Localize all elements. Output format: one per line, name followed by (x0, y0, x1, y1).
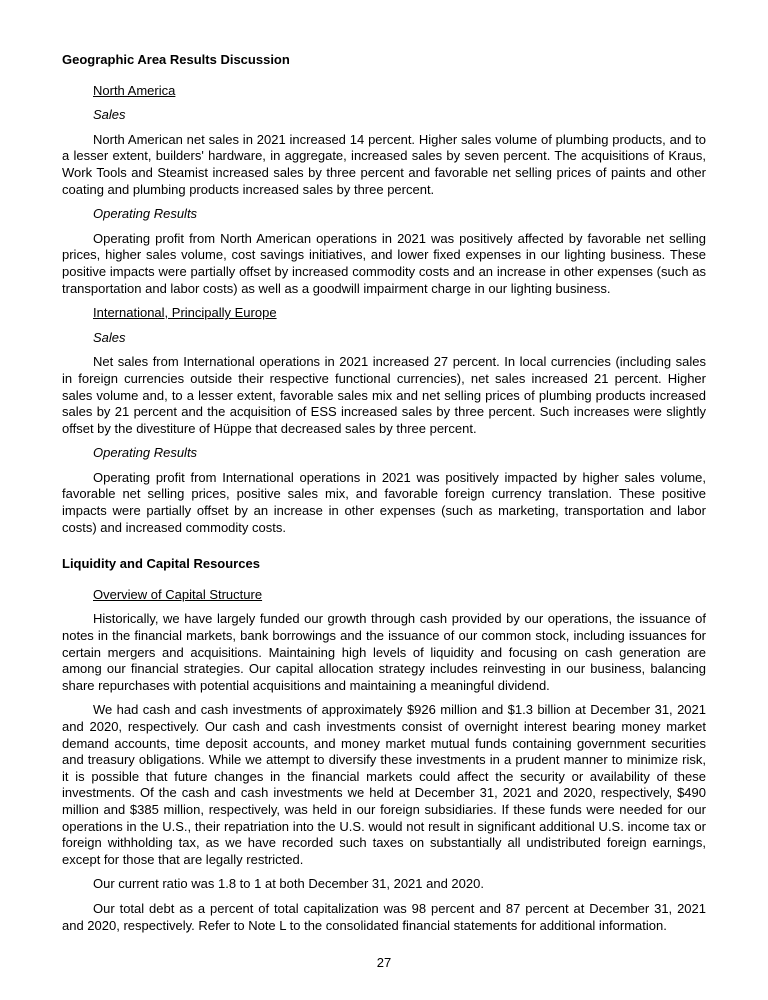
paragraph: Our total debt as a percent of total capitalization was 98 percent and 87 percent at December 31, 2021 and 2020, respectively. Refer to Note L to the consolidated financial statements for additional information. (62, 900, 706, 933)
subheading-capital-structure: Overview of Capital Structure (93, 586, 263, 602)
paragraph: North American net sales in 2021 increased 14 percent. Higher sales volume of plumbing products, and to a lesser extent, builders' hardware, in aggregate, increased sales by seven percent. The acquisitions of Kraus, Work Tools and Steamist increased sales by three percent and favorable net selling prices of paints and other coating and plumbing products increased sales by three percent. (62, 131, 706, 197)
label-operating-results: Operating Results (93, 445, 198, 461)
paragraph: Operating profit from North American operations in 2021 was positively affected by favorable net selling prices, higher sales volume, cost savings initiatives, and lower fixed expenses in our lighting business. These positive impacts were partially offset by increased commodity costs and an increase in other expenses (such as transportation and labor costs) as well as a goodwill impairment charge in our lighting business. (62, 230, 706, 296)
paragraph: Our current ratio was 1.8 to 1 at both December 31, 2021 and 2020. (93, 876, 484, 892)
page-number: 27 (376, 955, 392, 970)
subheading-international: International, Principally Europe (93, 305, 277, 321)
label-sales: Sales (93, 107, 126, 123)
paragraph: We had cash and cash investments of approximately $926 million and $1.3 billion at December 31, 2021 and 2020, respectively. Our cash and cash investments consist of overnight interest bearing money market demand accounts, time deposit accounts, and money market mutual funds containing government securities and treasury obligations. While we attempt to diversify these investments in a prudent manner to minimize risk, it is possible that future changes in the financial markets could affect the security or availability of these investments. Of the cash and cash investments we held at December 31, 2021 and 2020, respectively, $490 million and $385 million, respectively, was held in our foreign subsidiaries. If these funds were needed for our operations in the U.S., their repatriation into the U.S. would not result in significant additional U.S. income tax or foreign withholding tax, as we have recorded such taxes on substantially all undistributed foreign earnings, except for those that are legally restricted. (62, 702, 706, 867)
paragraph: Net sales from International operations in 2021 increased 27 percent. In local currencies (including sales in foreign currencies outside their respective functional currencies), net sales increased 21 percent. Higher sales volume and, to a lesser extent, favorable sales mix and net selling prices of plumbing products increased sales by 21 percent and the acquisition of ESS increased sales by three percent. Such increases were slightly offset by the divestiture of Hüppe that decreased sales by three percent. (62, 354, 706, 436)
subheading-north-america: North America (93, 82, 176, 98)
document-page (62, 52, 706, 942)
section-heading-geographic: Geographic Area Results Discussion (62, 52, 290, 67)
section-heading-liquidity: Liquidity and Capital Resources (62, 556, 260, 572)
paragraph: Operating profit from International operations in 2021 was positively impacted by higher sales volume, favorable net selling prices, positive sales mix, and favorable foreign currency translation. These positive impacts were partially offset by an increase in other expenses (such as marketing, transportation and labor costs) and increased commodity costs. (62, 469, 706, 535)
label-sales: Sales (93, 329, 126, 345)
paragraph: Historically, we have largely funded our growth through cash provided by our operations, the issuance of notes in the financial markets, bank borrowings and the issuance of our common stock, including issuances for certain mergers and acquisitions. Maintaining high levels of liquidity and focusing on cash generation are among our financial strategies. Our capital allocation strategy includes reinvesting in our business, balancing share repurchases with potential acquisitions and maintaining a meaningful dividend. (62, 611, 706, 693)
label-operating-results: Operating Results (93, 206, 198, 222)
